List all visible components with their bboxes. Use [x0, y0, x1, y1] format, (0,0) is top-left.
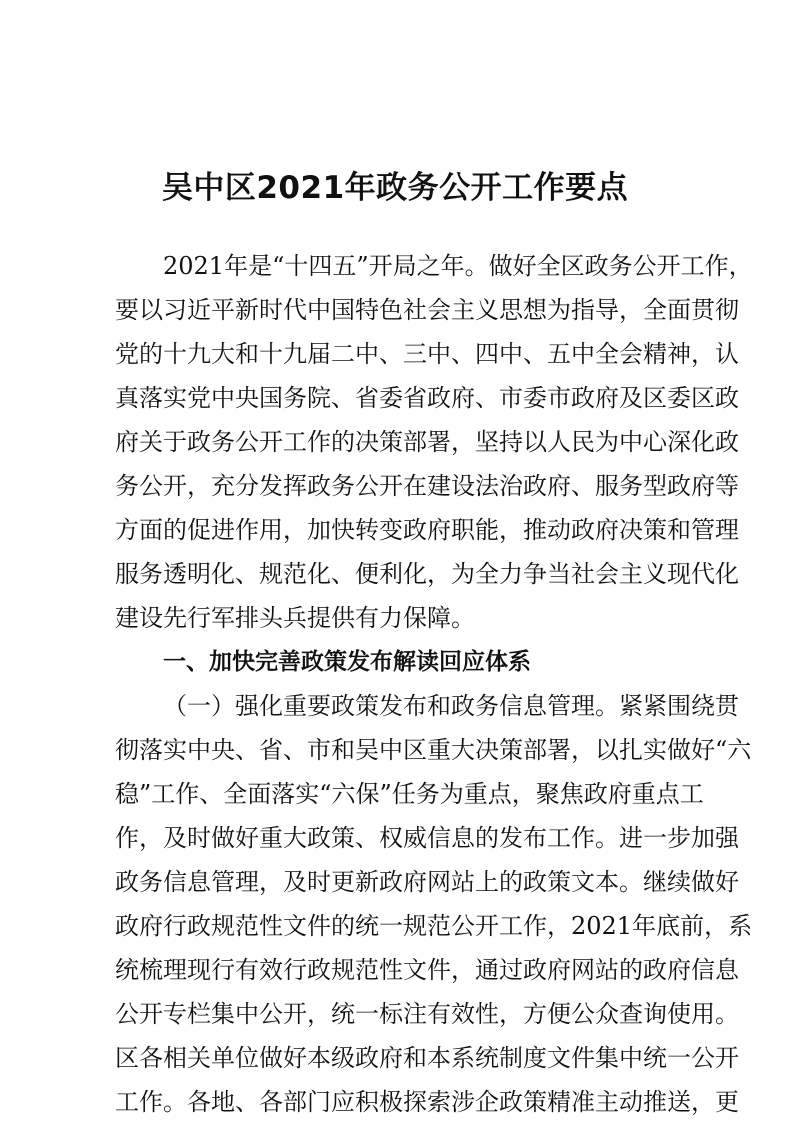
subsection-line: 区各相关单位做好本级政府和本系统制度文件集中统一公开 [115, 1044, 739, 1072]
intro-line: 真落实党中央国务院、省委省政府、市委市政府及区委区政 [115, 384, 739, 412]
section-heading: 一、加快完善政策发布解读回应体系 [163, 649, 531, 675]
subsection-line: 彻落实中央、省、市和吴中区重大决策部署，以扎实做好“六 [115, 736, 752, 764]
subsection-line: 统梳理现行有效行政规范性文件，通过政府网站的政府信息 [115, 956, 739, 984]
intro-line: 建设先行军排头兵提供有力保障。 [115, 604, 475, 632]
subsection-line: 工作。各地、各部门应积极探索涉企政策精准主动推送，更 [115, 1088, 739, 1116]
intro-line: 要以习近平新时代中国特色社会主义思想为指导，全面贯彻 [115, 296, 739, 324]
subsection-line: 稳”工作、全面落实“六保”任务为重点，聚焦政府重点工 [115, 780, 704, 808]
subsection-line: （一）强化重要政策发布和政务信息管理。紧紧围绕贯 [163, 692, 739, 720]
intro-line: 党的十九大和十九届二中、三中、四中、五中全会精神，认 [115, 340, 739, 368]
intro-line: 服务透明化、规范化、便利化，为全力争当社会主义现代化 [115, 560, 739, 588]
subsection-line: 公开专栏集中公开，统一标注有效性，方便公众查询使用。 [115, 1000, 739, 1028]
document-title: 吴中区2021年政务公开工作要点 [161, 170, 629, 206]
subsection-line: 政府行政规范性文件的统一规范公开工作，2021年底前，系 [115, 912, 753, 940]
intro-line: 方面的促进作用，加快转变政府职能，推动政府决策和管理 [115, 516, 739, 544]
intro-line: 府关于政务公开工作的决策部署，坚持以人民为中心深化政 [115, 428, 739, 456]
intro-line: 2021年是“十四五”开局之年。做好全区政务公开工作， [163, 252, 753, 280]
intro-line: 务公开，充分发挥政务公开在建设法治政府、服务型政府等 [115, 472, 739, 500]
subsection-line: 政务信息管理，及时更新政府网站上的政策文本。继续做好 [115, 868, 739, 896]
subsection-line: 作，及时做好重大政策、权威信息的发布工作。进一步加强 [115, 824, 739, 852]
